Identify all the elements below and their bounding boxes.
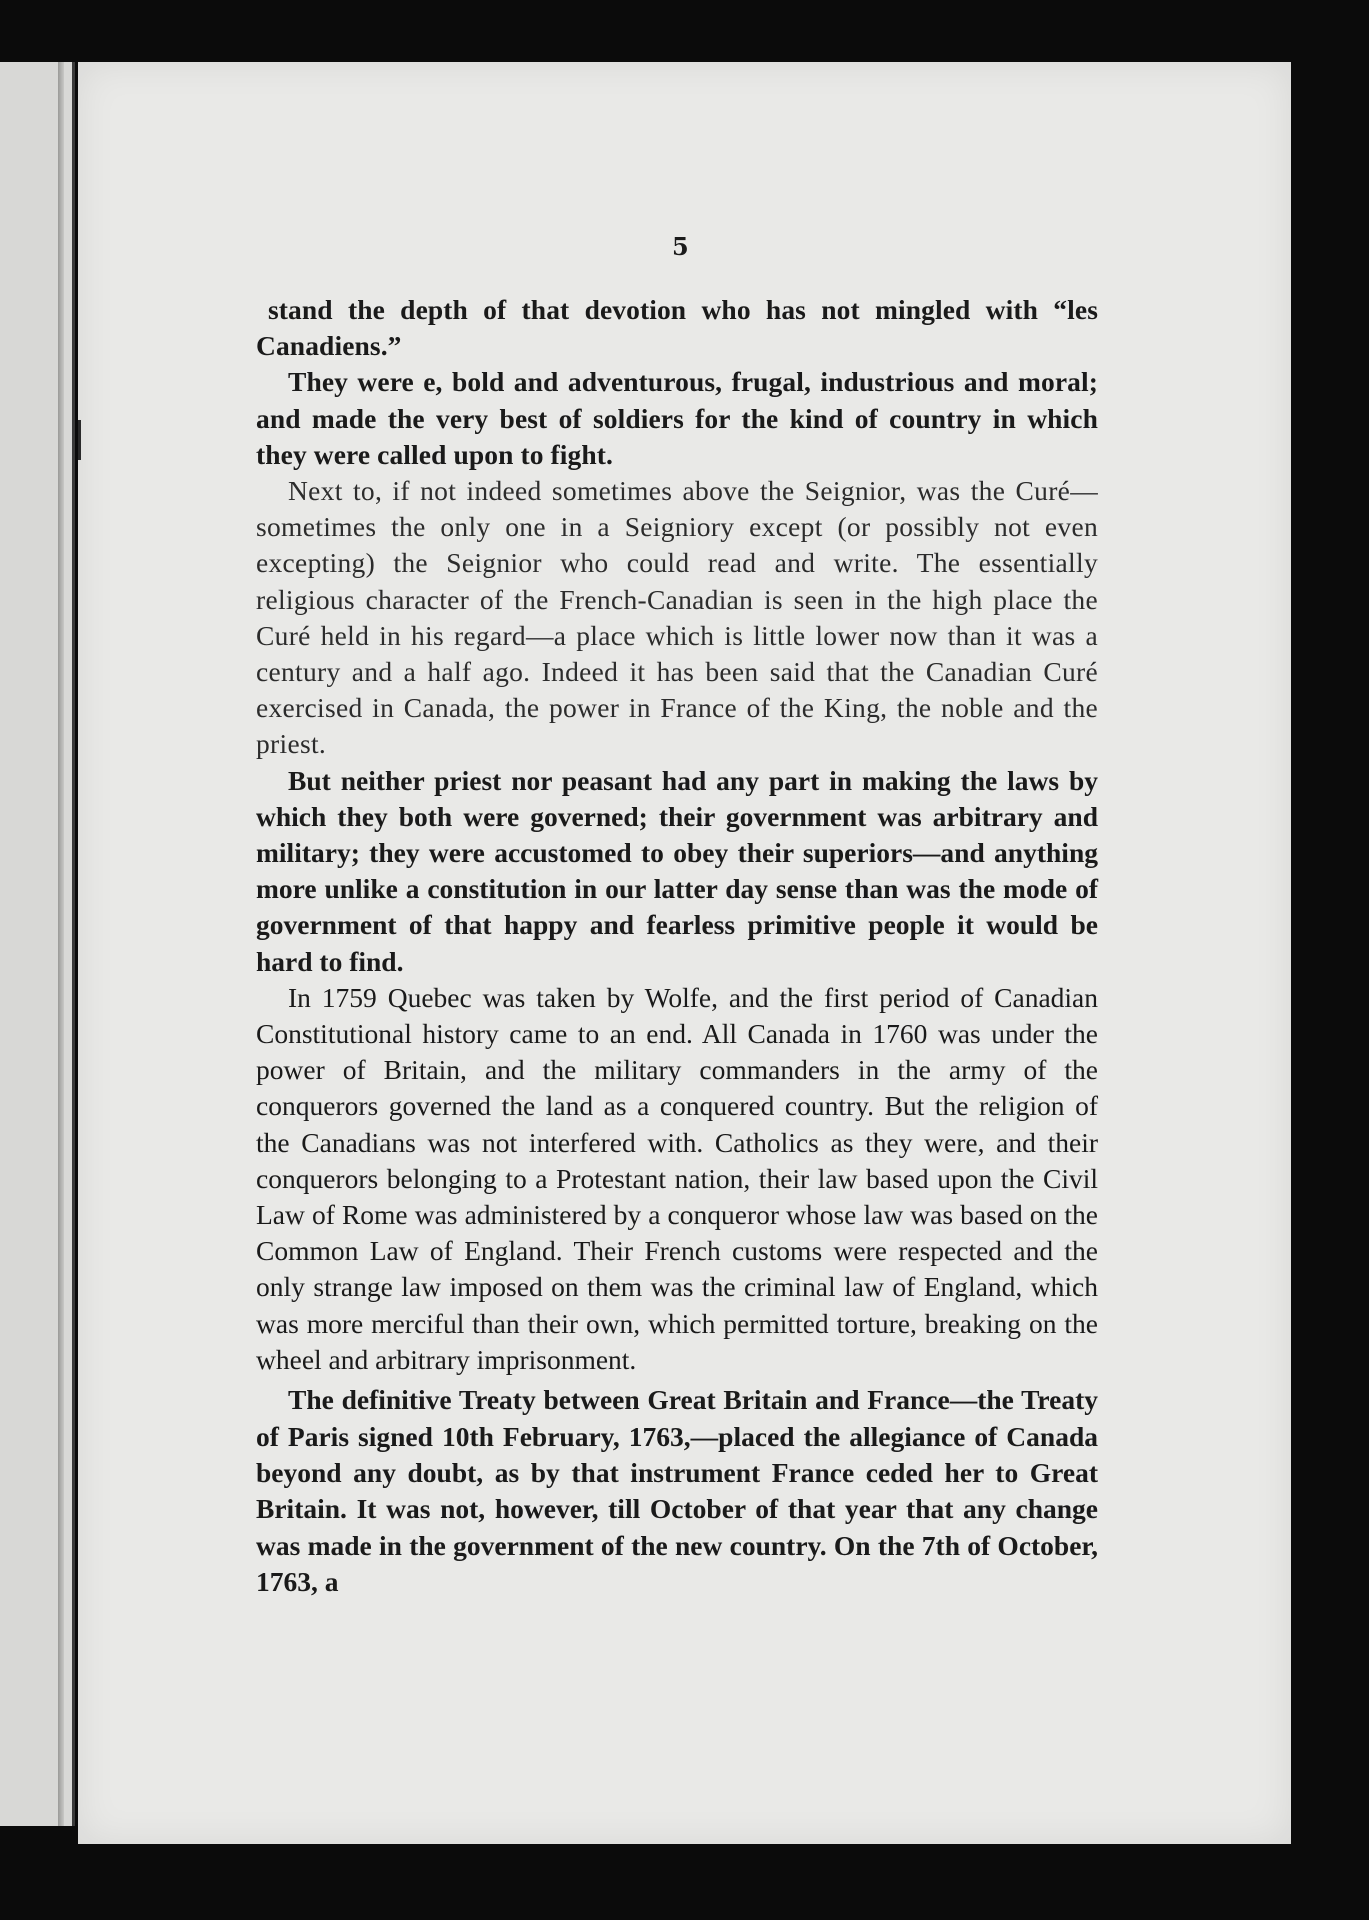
paragraph-3: Next to, if not indeed sometimes above the Seignior, was the Curé—sometimes the only one in a Seigniory except (or possibly not even excepting) the Seignior who could read and write. The essentially religious character of the French-Canadian is seen in the high place the Curé held in his regard—a place which is little lower now than it was a century and a half ago. Indeed it has been said that the Canadian Curé exercised in Canada, the power in France of the King, the noble and the priest.	[256, 475, 1098, 760]
body-text	[256, 292, 1098, 1601]
margin-mark	[78, 420, 81, 460]
paragraph-5: In 1759 Quebec was taken by Wolfe, and the first period of Canadian Constitutional history came to an end. All Canada in 1760 was under the power of Britain, and the military commanders in the army of the conquerors governed the land as a conquered country. But the religion of the Canadians was not interfered with. Catholics as they were, and their conquerors belonging to a Protestant nation, their law based upon the Civil Law of Rome was administered by a conqueror whose law was based on the Common Law of England. Their French customs were respected and the only strange law imposed on them was the criminal law of England, which was more merciful than their own, which permitted torture, breaking on the wheel and arbitrary imprisonment.	[256, 981, 1098, 1375]
bottom-background	[0, 1844, 1369, 1920]
right-shadow	[1291, 200, 1369, 1920]
paragraph-2: They were e, bold and adventurous, frugal, industrious and moral; and made the very best of soldiers for the kind of country in which they were called upon to fight.	[256, 366, 1098, 470]
paragraph-4: But neither priest nor peasant had any part in making the laws by which they both were governed; their government was arbitrary and military; they were accustomed to obey their superiors—and anything more unlike a constitution in our latter day sense than was the mode of government of that happy and fearless primitive people it would be hard to find.	[256, 764, 1098, 977]
paragraph-6: The definitive Treaty between Great Britain and France—the Treaty of Paris signed 10th February, 1763,—placed the allegiance of Canada beyond any doubt, as by that instrument France ceded her to Great Britain. It was not, however, till October of that year that any change was made in the government of the new country. On the 7th of October, 1763, a	[256, 1384, 1098, 1598]
page-number-text: 5	[672, 232, 689, 261]
paragraph-1: stand the depth of that devotion who has not mingled with “les Canadiens.”	[256, 294, 1098, 362]
left-page-edge	[0, 62, 75, 1826]
